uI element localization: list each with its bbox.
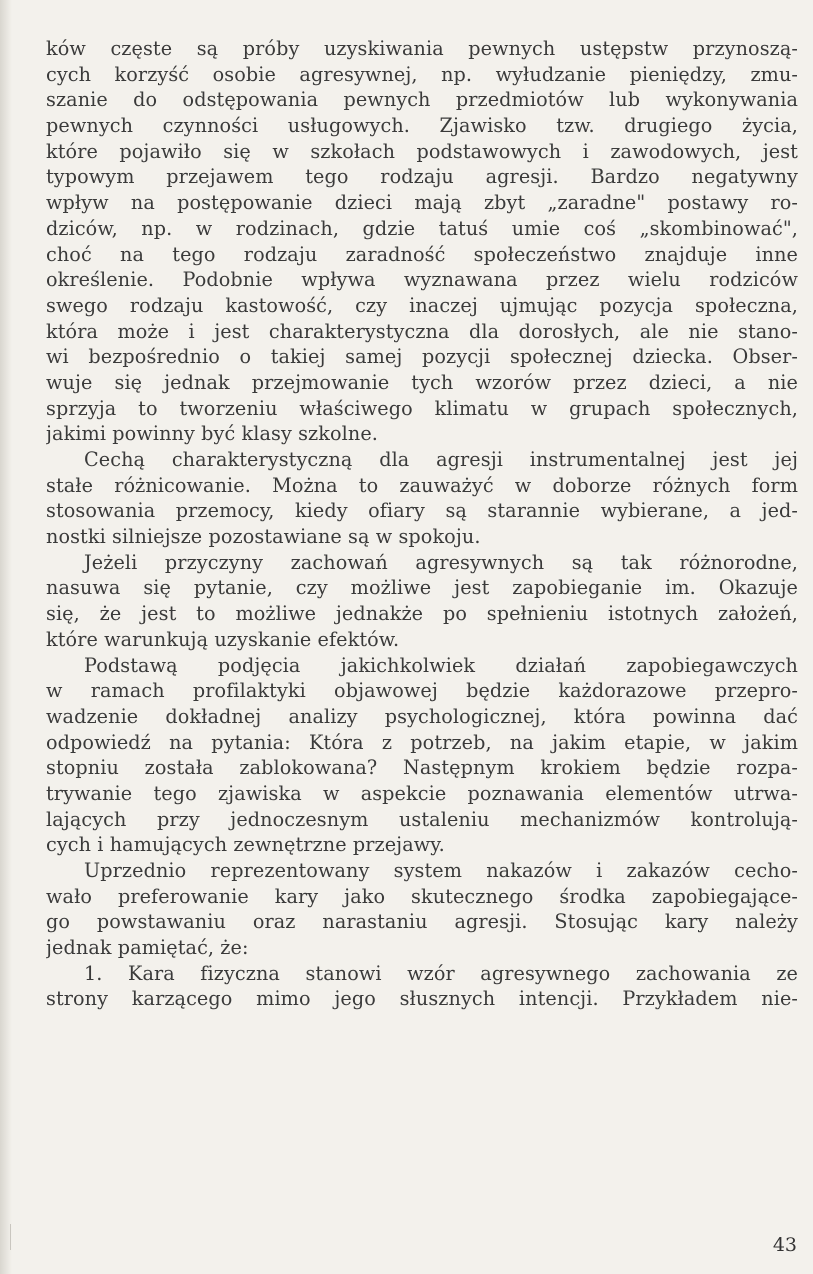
text-line: jednak pamiętać, że: <box>46 936 249 960</box>
text-line: lających przy jednoczesnym ustaleniu mechanizmów kontrolują- <box>46 807 798 831</box>
text-line: nasuwa się pytanie, czy możliwe jest zapobieganie im. Okazuje <box>46 576 798 600</box>
text-line: Cechą charakterystyczną dla agresji instrumentalnej jest jej <box>84 448 798 471</box>
text-line: odpowiedź na pytania: Która z potrzeb, na jakim etapie, w jakim <box>46 730 798 754</box>
text-line: wadzenie dokładnej analizy psychologicznej, która powinna dać <box>46 704 798 728</box>
text-line: wuje się jednak przejmowanie tych wzorów przez dzieci, a nie <box>46 370 798 394</box>
text-line: ków częste są próby uzyskiwania pewnych ustępstw przynoszą- <box>46 37 798 60</box>
text-line: które pojawiło się w szkołach podstawowych i zawodowych, jest <box>46 139 798 163</box>
page-edge-shadow <box>0 0 12 1274</box>
text-line: choć na tego rodzaju zaradność społeczeństwo znajduje inne <box>46 242 798 266</box>
text-line: które warunkują uzyskanie efektów. <box>46 627 400 651</box>
text-line: strony karzącego mimo jego słusznych intencji. Przykładem nie- <box>46 987 798 1011</box>
text-line: dziców, np. w rodzinach, gdzie tatuś umie coś „skombinować", <box>46 216 798 240</box>
text-line: szanie do odstępowania pewnych przedmiotów lub wykonywania <box>46 88 798 112</box>
margin-mark <box>10 1224 11 1250</box>
text-line: cych korzyść osobie agresywnej, np. wyłudzanie pieniędzy, zmu- <box>46 62 798 86</box>
text-line: trywanie tego zjawiska w aspekcie poznawania elementów utrwa- <box>46 781 798 805</box>
text-line: nostki silniejsze pozostawiane są w spokoju. <box>46 525 481 549</box>
text-line: 1. Kara fizyczna stanowi wzór agresywnego zachowania ze <box>84 961 798 985</box>
text-line: pewnych czynności usługowych. Zjawisko tzw. drugiego życia, <box>46 114 798 138</box>
page-number: 43 <box>772 1234 797 1256</box>
text-line: wpływ na postępowanie dzieci mają zbyt „zaradne" postawy ro- <box>46 191 798 215</box>
text-line: wało preferowanie kary jako skutecznego środka zapobiegające- <box>46 884 798 908</box>
text-line: go powstawaniu oraz narastaniu agresji. Stosując kary należy <box>46 910 798 934</box>
text-line: typowym przejawem tego rodzaju agresji. Bardzo negatywny <box>46 165 798 189</box>
text-line: cych i hamujących zewnętrzne przejawy. <box>46 833 445 857</box>
text-line: stopniu została zablokowana? Następnym krokiem będzie rozpa- <box>46 756 798 780</box>
text-line: Jeżeli przyczyny zachowań agresywnych są tak różnorodne, <box>84 550 798 574</box>
text-line: jakimi powinny być klasy szkolne. <box>46 422 378 446</box>
text-line: sprzyja to tworzeniu właściwego klimatu w grupach społecznych, <box>46 396 798 420</box>
text-line: stosowania przemocy, kiedy ofiary są starannie wybierane, a jed- <box>46 499 798 523</box>
body-text <box>46 36 798 1012</box>
text-line: stałe różnicowanie. Można to zauważyć w doborze różnych form <box>46 473 798 497</box>
text-line: się, że jest to możliwe jednakże po spełnieniu istotnych założeń, <box>46 602 798 626</box>
text-line: określenie. Podobnie wpływa wyznawana przez wielu rodziców <box>46 268 798 292</box>
text-line: Podstawą podjęcia jakichkolwiek działań zapobiegawczych <box>84 653 798 677</box>
text-line: Uprzednio reprezentowany system nakazów i zakazów cecho- <box>84 859 798 882</box>
text-line: w ramach profilaktyki objawowej będzie każdorazowe przepro- <box>46 679 798 703</box>
text-line: wi bezpośrednio o takiej samej pozycji społecznej dziecka. Obser- <box>46 345 798 369</box>
text-line: która może i jest charakterystyczna dla dorosłych, ale nie stano- <box>46 319 798 343</box>
text-line: swego rodzaju kastowość, czy inaczej ujmując pozycja społeczna, <box>46 293 798 317</box>
